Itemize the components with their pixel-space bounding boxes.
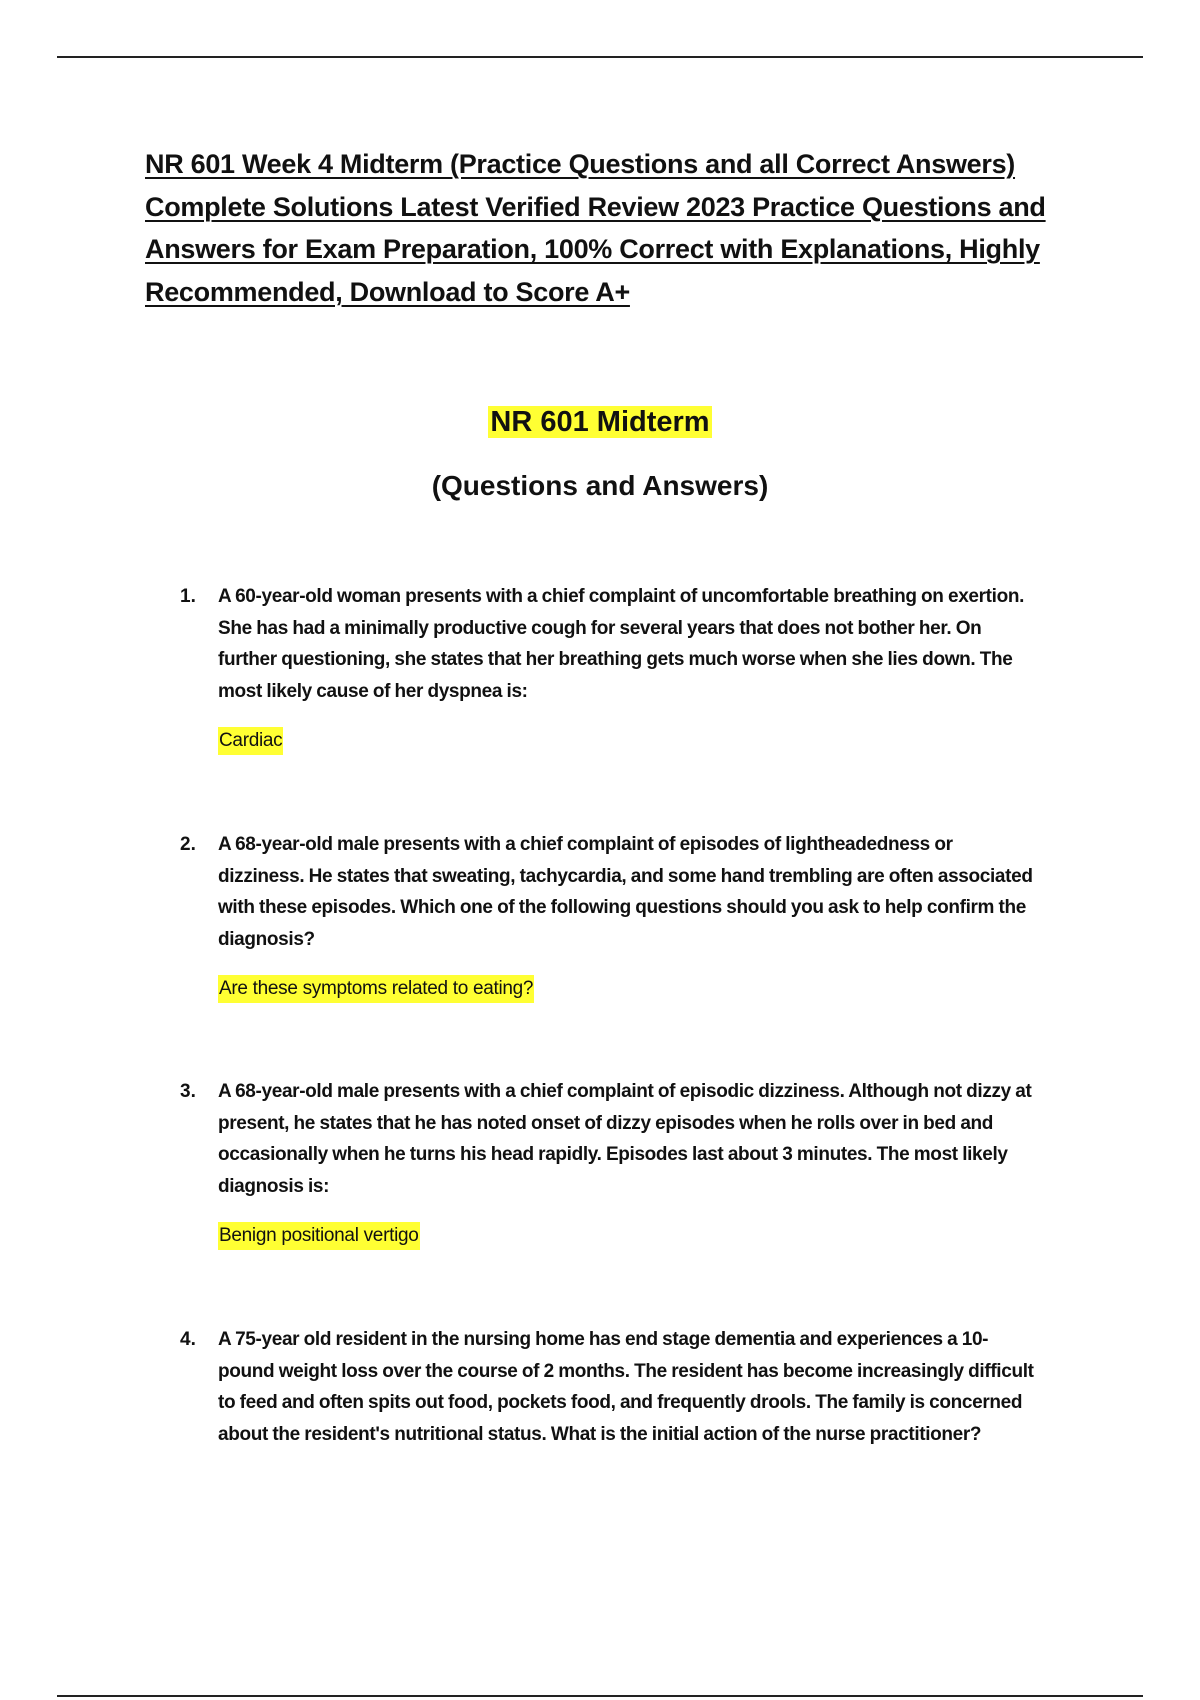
answer-highlight: Cardiac bbox=[218, 727, 283, 755]
answer-highlight: Benign positional vertigo bbox=[218, 1222, 420, 1250]
title-line: Recommended, Download to Score A+ bbox=[145, 276, 630, 307]
question-number: 2. bbox=[180, 834, 196, 855]
section-subheading: (Questions and Answers) bbox=[431, 470, 769, 501]
question-text: A 60-year-old woman presents with a chief complaint of uncomfortable breathing on exertion. She has had a minimally productive cough for several years that does not bother her. On further questioning, she states that her breathing gets much worse when she lies down. The most likely cause of her dyspnea is: bbox=[218, 586, 1025, 702]
title-line: NR 601 Week 4 Midterm (Practice Questions and all Correct Answers) bbox=[145, 149, 1016, 179]
question-text: A 68-year-old male presents with a chief complaint of episodic dizziness. Although not dizzy at present, he states that he has noted onset of dizzy episodes when he rolls over in bed and occasionally when he turns his head rapidly. Episodes last about 3 minutes. The most likely diagnosis is: bbox=[218, 1081, 1032, 1197]
question-text: A 68-year-old male presents with a chief complaint of episodes of lightheadedness or dizziness. He states that sweating, tachycardia, and some hand trembling are often associated with these episodes. Which one of the following questions should you ask to help confirm the diagnosis? bbox=[218, 834, 1033, 950]
section-heading bbox=[0, 400, 1200, 444]
section-heading-text: NR 601 Midterm bbox=[490, 406, 710, 438]
question-number: 4. bbox=[180, 1329, 196, 1350]
answer-highlight: Are these symptoms related to eating? bbox=[218, 975, 534, 1003]
title-line: Complete Solutions Latest Verified Review 2023 Practice Questions and bbox=[145, 191, 1046, 222]
title-line: Answers for Exam Preparation, 100% Correct with Explanations, Highly bbox=[145, 234, 1040, 264]
question-number: 1. bbox=[180, 586, 196, 607]
document-title bbox=[145, 143, 1075, 313]
top-rule bbox=[57, 56, 1143, 58]
question-text: A 75-year old resident in the nursing home has end stage dementia and experiences a 10- pound weight loss over the course of 2 months. The resident has become increasingly difficult to feed and often spits out food, pockets food, and frequently drools. The family is concerned about the resident's nutritional status. What is the initial action of the nurse practitioner? bbox=[218, 1329, 1034, 1445]
bottom-rule bbox=[57, 1695, 1143, 1697]
question-number: 3. bbox=[180, 1081, 196, 1102]
